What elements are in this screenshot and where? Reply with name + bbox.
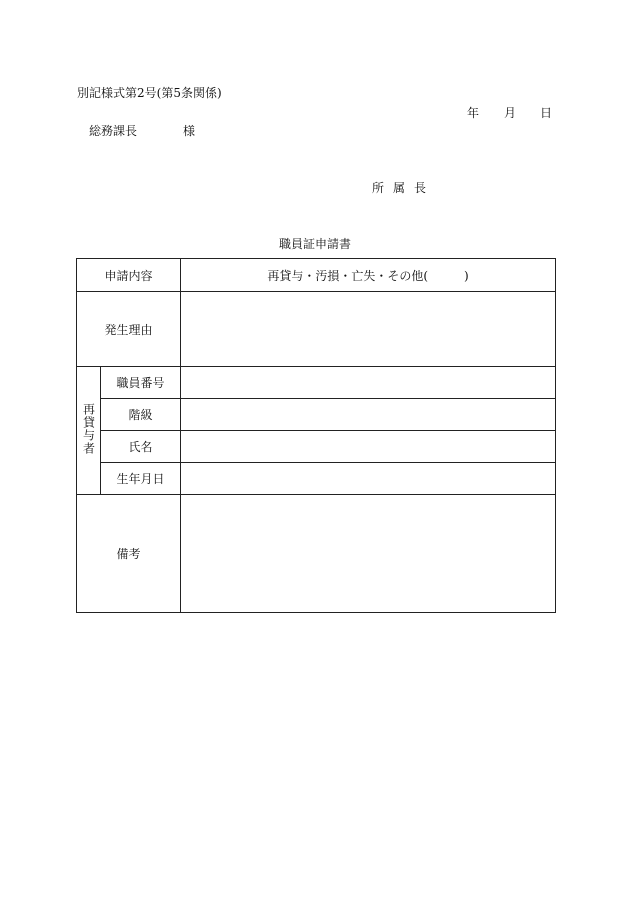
addressee: 総務課長 (89, 124, 138, 138)
name-row (77, 431, 556, 463)
remarks-row (77, 495, 556, 613)
name-label: 氏名 (101, 431, 181, 463)
reason-row (77, 292, 556, 367)
rank-value[interactable] (181, 399, 556, 431)
form-reference: 別記様式第2号(第5条関係) (77, 86, 222, 100)
staff-number-label: 職員番号 (101, 367, 181, 399)
remarks-value[interactable] (181, 495, 556, 613)
reissue-group-cell (77, 367, 101, 495)
birthdate-label: 生年月日 (101, 463, 181, 495)
birthdate-row (77, 463, 556, 495)
date-month-label: 月 (504, 106, 517, 120)
honorific: 様 (183, 124, 196, 138)
staff-number-value[interactable] (181, 367, 556, 399)
application-form-table (76, 258, 556, 613)
birthdate-value[interactable] (181, 463, 556, 495)
date-day-label: 日 (540, 106, 553, 120)
request-row (77, 259, 556, 292)
request-value[interactable]: 再貸与・汚損・亡失・その他( ) (181, 259, 556, 292)
reason-label: 発生理由 (77, 292, 181, 367)
date-year-label: 年 (467, 106, 480, 120)
affiliation-head: 所属長 (372, 181, 436, 195)
rank-label: 階級 (101, 399, 181, 431)
staff-number-row (77, 367, 556, 399)
remarks-label: 備考 (77, 495, 181, 613)
reason-value[interactable] (181, 292, 556, 367)
name-value[interactable] (181, 431, 556, 463)
request-label: 申請内容 (77, 259, 181, 292)
rank-row (77, 399, 556, 431)
document-title: 職員証申請書 (278, 237, 351, 251)
reissue-group-label: 再貸与者 (81, 403, 96, 455)
